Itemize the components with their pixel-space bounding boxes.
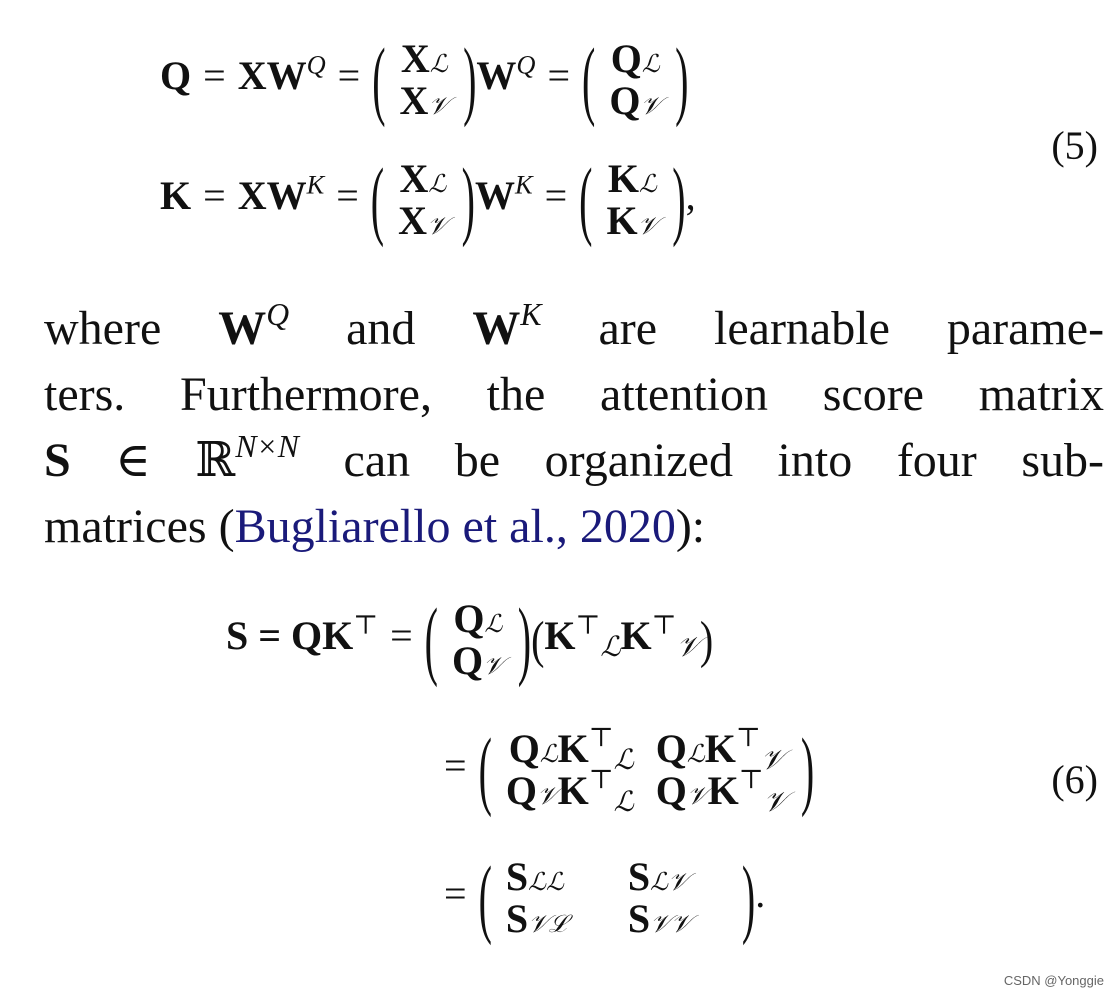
real-numbers-symbol: ℝ — [195, 434, 236, 487]
equals: = — [203, 53, 226, 99]
symbol: W — [472, 302, 521, 355]
paragraph-line-1 — [44, 296, 1104, 362]
subscript: 𝒱 — [640, 91, 662, 120]
subscript: ℒ — [613, 785, 634, 818]
text: are learnable parame- — [598, 302, 1105, 355]
right-paren: ) — [741, 847, 756, 947]
matrix-x — [398, 158, 448, 242]
watermark: CSDN @Yonggie — [1003, 973, 1104, 988]
subscript: ℒ — [429, 49, 448, 78]
right-paren: ) — [699, 610, 714, 669]
symbol: S — [505, 854, 529, 899]
symbol: X — [399, 156, 429, 201]
subscript: 𝒱 — [763, 785, 787, 818]
subscript: 𝒱 — [637, 211, 659, 240]
superscript: Q — [306, 49, 326, 80]
subscript: ℒℒ — [528, 867, 564, 896]
equation-5-row-2 — [160, 149, 696, 249]
symbol: K — [704, 726, 736, 771]
right-paren: ) — [463, 29, 477, 129]
left-paren: ( — [370, 149, 385, 249]
subscript: 𝒱 — [676, 630, 700, 664]
right-paren: ) — [800, 719, 815, 819]
equation-6-row-3 — [432, 847, 766, 947]
right-paren: ) — [517, 589, 532, 689]
symbol: K — [160, 173, 192, 219]
subscript: 𝒱 — [426, 211, 448, 240]
equation-6-row-1 — [226, 589, 714, 689]
symbol: Q — [453, 596, 485, 641]
superscript: K — [306, 169, 325, 200]
body-paragraph — [44, 296, 1104, 560]
symbol: W — [218, 302, 267, 355]
subscript: 𝒱 — [428, 91, 450, 120]
left-paren: ( — [579, 149, 593, 249]
subscript: ℒ — [613, 743, 634, 776]
left-paren: ( — [582, 29, 596, 129]
superscript: ⊤ — [353, 609, 379, 640]
symbol: Q — [505, 768, 538, 813]
symbol: S — [627, 854, 651, 899]
equation-number-5: (5) — [1051, 123, 1098, 168]
superscript: ⊤ — [738, 764, 764, 795]
symbol: S = QK — [226, 613, 354, 659]
symbol: K — [557, 726, 589, 771]
subscript: ℒ — [600, 630, 621, 664]
element-of: ∈ — [115, 434, 151, 487]
symbol: Q — [655, 726, 687, 771]
matrix-q — [452, 598, 504, 682]
symbol: S — [505, 896, 529, 941]
subscript: ℒ — [638, 169, 657, 198]
text: matrices ( — [44, 500, 235, 553]
equation-6-row-2 — [432, 719, 815, 819]
symbol: XW — [237, 173, 307, 219]
equals: = — [336, 173, 359, 219]
subscript: 𝒱 — [760, 743, 785, 776]
subscript: 𝒱 — [686, 781, 708, 810]
subscript: ℒ — [539, 739, 558, 768]
subscript: 𝒱 — [483, 651, 504, 680]
superscript: ⊤ — [735, 722, 761, 753]
text: and — [346, 302, 416, 355]
equals: = — [390, 613, 413, 659]
punctuation: . — [755, 871, 766, 917]
superscript: Q — [516, 49, 536, 80]
symbol: Q — [508, 726, 540, 771]
equals: = — [544, 173, 568, 219]
left-paren: ( — [424, 589, 438, 689]
equals: = — [444, 871, 467, 917]
text: ): — [675, 500, 706, 553]
superscript: ⊤ — [575, 609, 601, 640]
symbol: Q — [655, 768, 687, 813]
equals: = — [203, 173, 226, 219]
matrix-s — [506, 856, 728, 940]
superscript: N×N — [235, 429, 299, 464]
superscript: K — [520, 297, 542, 332]
superscript: ⊤ — [588, 764, 614, 795]
equation-number-6: (6) — [1051, 757, 1098, 802]
superscript: Q — [266, 297, 290, 332]
equals: = — [337, 53, 361, 99]
right-paren: ) — [675, 29, 689, 129]
symbol: K — [607, 156, 639, 201]
symbol: Q — [609, 78, 641, 123]
superscript: K — [514, 169, 533, 200]
subscript: 𝒱𝒱 — [650, 909, 692, 938]
paragraph-line-3 — [44, 428, 1104, 494]
left-paren: ( — [478, 847, 492, 947]
paragraph-line-4 — [44, 494, 1104, 560]
subscript: ℒ — [686, 739, 705, 768]
symbol: Q — [160, 53, 192, 99]
subscript: ℒ — [484, 609, 503, 638]
symbol: K — [620, 613, 652, 659]
symbol: W — [476, 53, 517, 99]
symbol: XW — [237, 53, 307, 99]
symbol: K — [707, 768, 739, 813]
text: where — [44, 302, 162, 355]
citation-link[interactable]: Bugliarello et al., 2020 — [234, 500, 676, 553]
equation-5-row-1 — [160, 29, 689, 129]
superscript: ⊤ — [651, 609, 677, 640]
symbol: K — [557, 768, 589, 813]
matrix-qk — [505, 722, 787, 818]
symbol: X — [399, 78, 429, 123]
text: can be organized into four sub- — [343, 434, 1105, 487]
paragraph-line-2: ters. Furthermore, the attention score matrix — [44, 368, 1104, 421]
subscript: ℒ — [641, 49, 660, 78]
symbol: X — [400, 36, 430, 81]
equals: = — [444, 743, 467, 789]
symbol: W — [474, 173, 515, 219]
superscript: ⊤ — [588, 722, 614, 753]
matrix-x — [400, 38, 450, 122]
symbol: S — [627, 896, 651, 941]
symbol: S — [44, 434, 71, 487]
right-paren: ) — [461, 149, 475, 249]
left-paren: ( — [531, 610, 545, 669]
equals: = — [547, 53, 571, 99]
matrix-q — [609, 38, 661, 122]
symbol: Q — [451, 638, 484, 683]
right-paren: ) — [672, 149, 686, 249]
symbol: K — [606, 198, 638, 243]
left-paren: ( — [372, 29, 386, 129]
symbol: X — [398, 198, 427, 243]
subscript: ℒ𝒱 — [650, 867, 689, 896]
subscript: 𝒱 — [537, 781, 558, 810]
punctuation: , — [685, 173, 696, 219]
subscript: 𝒱ℒ — [528, 909, 567, 938]
symbol: Q — [610, 36, 642, 81]
subscript: ℒ — [428, 169, 447, 198]
matrix-k — [606, 158, 658, 242]
symbol: K — [544, 613, 576, 659]
left-paren: ( — [478, 719, 492, 819]
